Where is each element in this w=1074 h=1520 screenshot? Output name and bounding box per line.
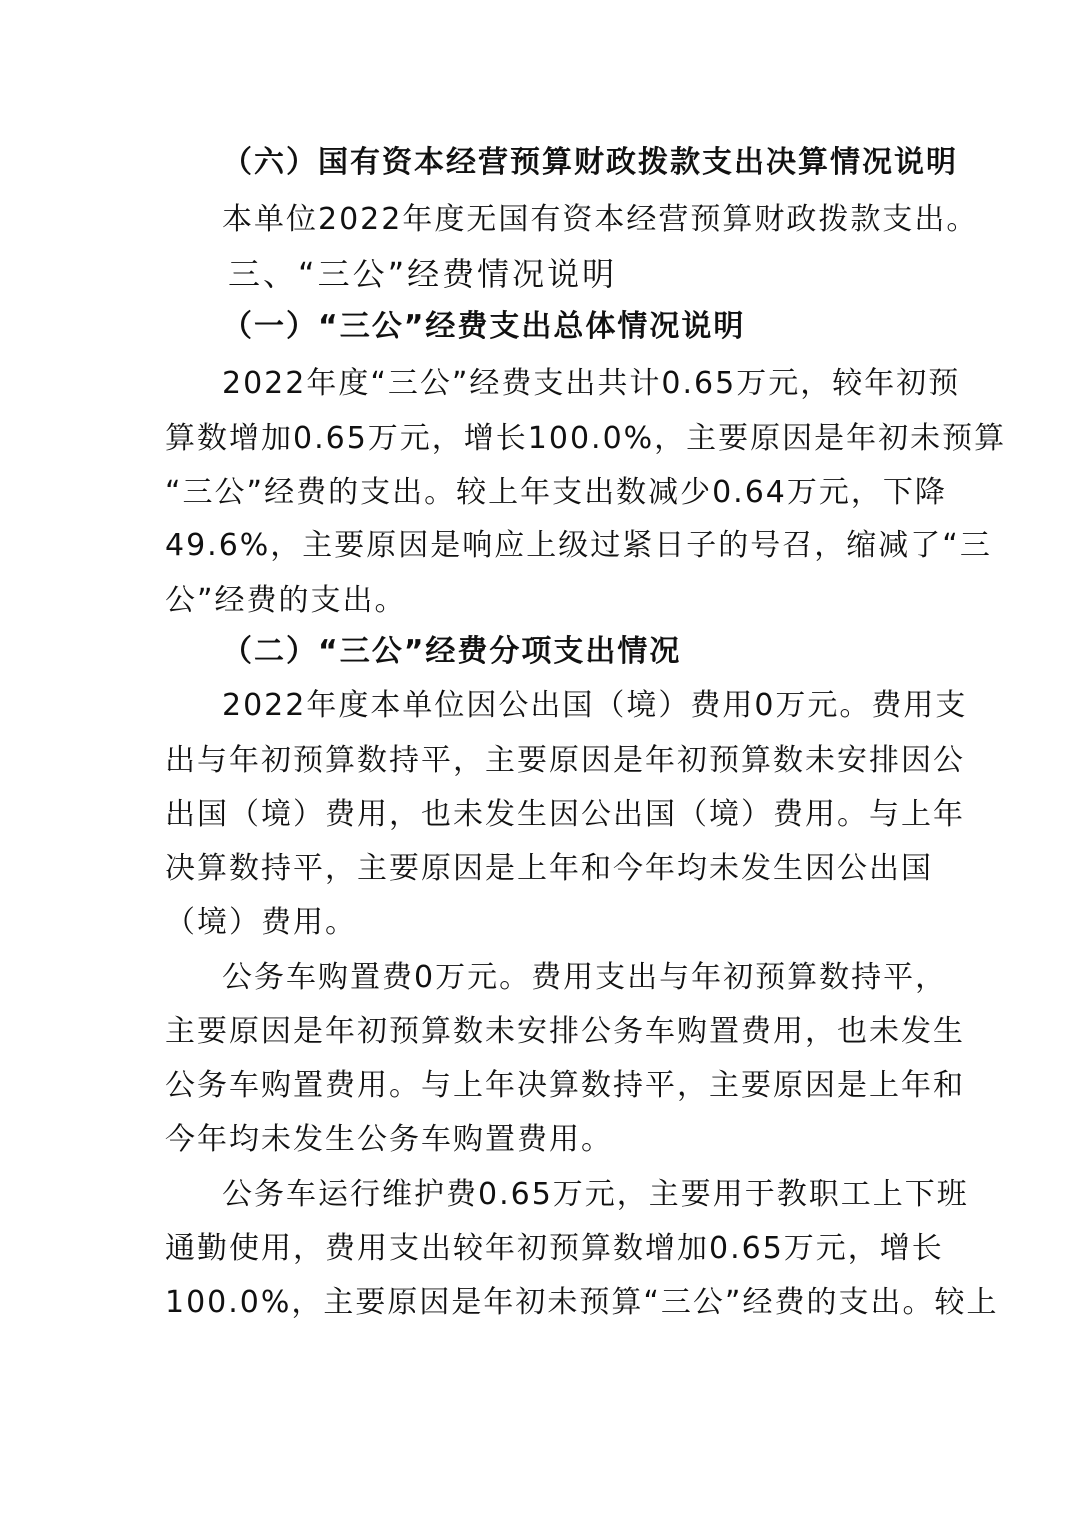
paragraph-line: 决算数持平，主要原因是上年和今年均未发生因公出国 (165, 851, 933, 886)
paragraph-line: “三公”经费的支出。较上年支出数减少0.64万元，下降 (165, 475, 947, 510)
paragraph-line: 49.6%，主要原因是响应上级过紧日子的号召，缩减了“三 (165, 528, 992, 563)
paragraph-line: 公务车运行维护费0.65万元，主要用于教职工上下班 (222, 1177, 969, 1212)
paragraph-line: 出与年初预算数持平，主要原因是年初预算数未安排因公 (165, 743, 965, 778)
paragraph-line: 公务车购置费用。与上年决算数持平，主要原因是上年和 (165, 1068, 965, 1103)
paragraph-line: 100.0%，主要原因是年初未预算“三公”经费的支出。较上 (165, 1285, 999, 1320)
paragraph-line: 出国（境）费用，也未发生因公出国（境）费用。与上年 (165, 797, 965, 832)
paragraph-line: 公”经费的支出。 (165, 583, 407, 618)
section-heading-2: （二）“三公”经费分项支出情况 (222, 634, 682, 669)
section-heading-6: （六）国有资本经营预算财政拨款支出决算情况说明 (222, 145, 958, 180)
paragraph-line: 主要原因是年初预算数未安排公务车购置费用，也未发生 (165, 1014, 965, 1049)
section-heading-1: （一）“三公”经费支出总体情况说明 (222, 309, 746, 344)
paragraph-line: 2022年度本单位因公出国（境）费用0万元。费用支 (222, 688, 968, 723)
paragraph-line: （境）费用。 (165, 905, 357, 940)
paragraph-line: 公务车购置费0万元。费用支出与年初预算数持平， (222, 960, 948, 995)
paragraph-line: 算数增加0.65万元，增长100.0%，主要原因是年初未预算 (165, 421, 1007, 456)
paragraph-line: 本单位2022年度无国有资本经营预算财政拨款支出。 (222, 202, 979, 237)
paragraph-line: 今年均未发生公务车购置费用。 (165, 1122, 613, 1157)
paragraph-line: 2022年度“三公”经费支出共计0.65万元，较年初预 (222, 366, 961, 401)
chapter-heading-3: 三、“三公”经费情况说明 (228, 255, 618, 293)
paragraph-line: 通勤使用，费用支出较年初预算数增加0.65万元，增长 (165, 1231, 944, 1266)
